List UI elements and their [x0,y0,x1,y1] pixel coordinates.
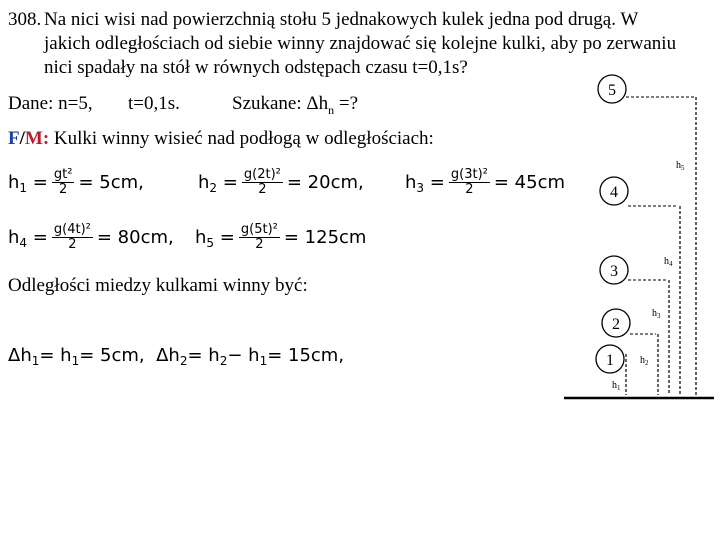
formula-h3: h 3 = $\frac{\text{g(3t)²}}{2}$ = 45cm [405,167,565,197]
problem-number: 308. [8,9,42,30]
delta-formulas: Δh 1 = h 1 = 5cm, Δh 2 = h 2 − h 1 = 15cm, [8,345,345,368]
svg-text:2: 2 [612,316,620,333]
h4-label: $h_4$ [664,256,673,268]
fm-m-label: M: [24,128,50,149]
h1-label: $h_1$ [612,380,621,392]
problem-line-2: jakich odległościach od siebie winny znajdować się kolejne kulki, aby po zerwaniu [44,33,677,54]
ball-5 [598,75,626,103]
problem-line-1: Na nici wisi nad powierzchnią stołu 5 jednakowych kulek jedna pod drugą. W [44,9,639,30]
formula-h4: h 4 = $\frac{\text{g(4t)²}}{2}$ = 80cm, [8,222,174,252]
ball-1 [596,345,624,373]
svg-text:1: 1 [606,352,614,369]
formula-h1: h 1 = $\frac{\text{gt²}}{2}$ = 5cm, [8,167,144,197]
given-dane: Dane: n=5, [8,93,93,114]
h2-label: $h_2$ [640,355,649,367]
svg-text:5: 5 [608,82,616,99]
svg-text:3: 3 [610,263,618,280]
formula-h5: h 5 = $\frac{\text{g(5t)²}}{2}$ = 125cm [195,222,367,252]
distances-text: Odległości miedzy kulkami winny być: [8,275,308,296]
svg-text:4: 4 [610,184,618,201]
h3-label: $h_3$ [652,308,661,320]
problem-line-3: nici spadały na stół w równych odstępach czasu t=0,1s? [44,57,468,78]
ball-2 [602,309,630,337]
given-szukane: Szukane: $\Delta h_n$ =? [232,93,359,117]
formula-h2: h 2 = $\frac{\text{g(2t)²}}{2}$ = 20cm, [198,167,364,197]
fm-f-label: F [8,128,20,149]
balls-diagram [560,70,720,410]
h5-label: $h_5$ [676,160,685,172]
ball-4 [600,177,628,205]
given-time: t=0,1s. [128,93,180,114]
fm-line: F/M: Kulki winny wisieć nad podłogą w odległościach: [8,128,434,149]
ball-3 [600,256,628,284]
